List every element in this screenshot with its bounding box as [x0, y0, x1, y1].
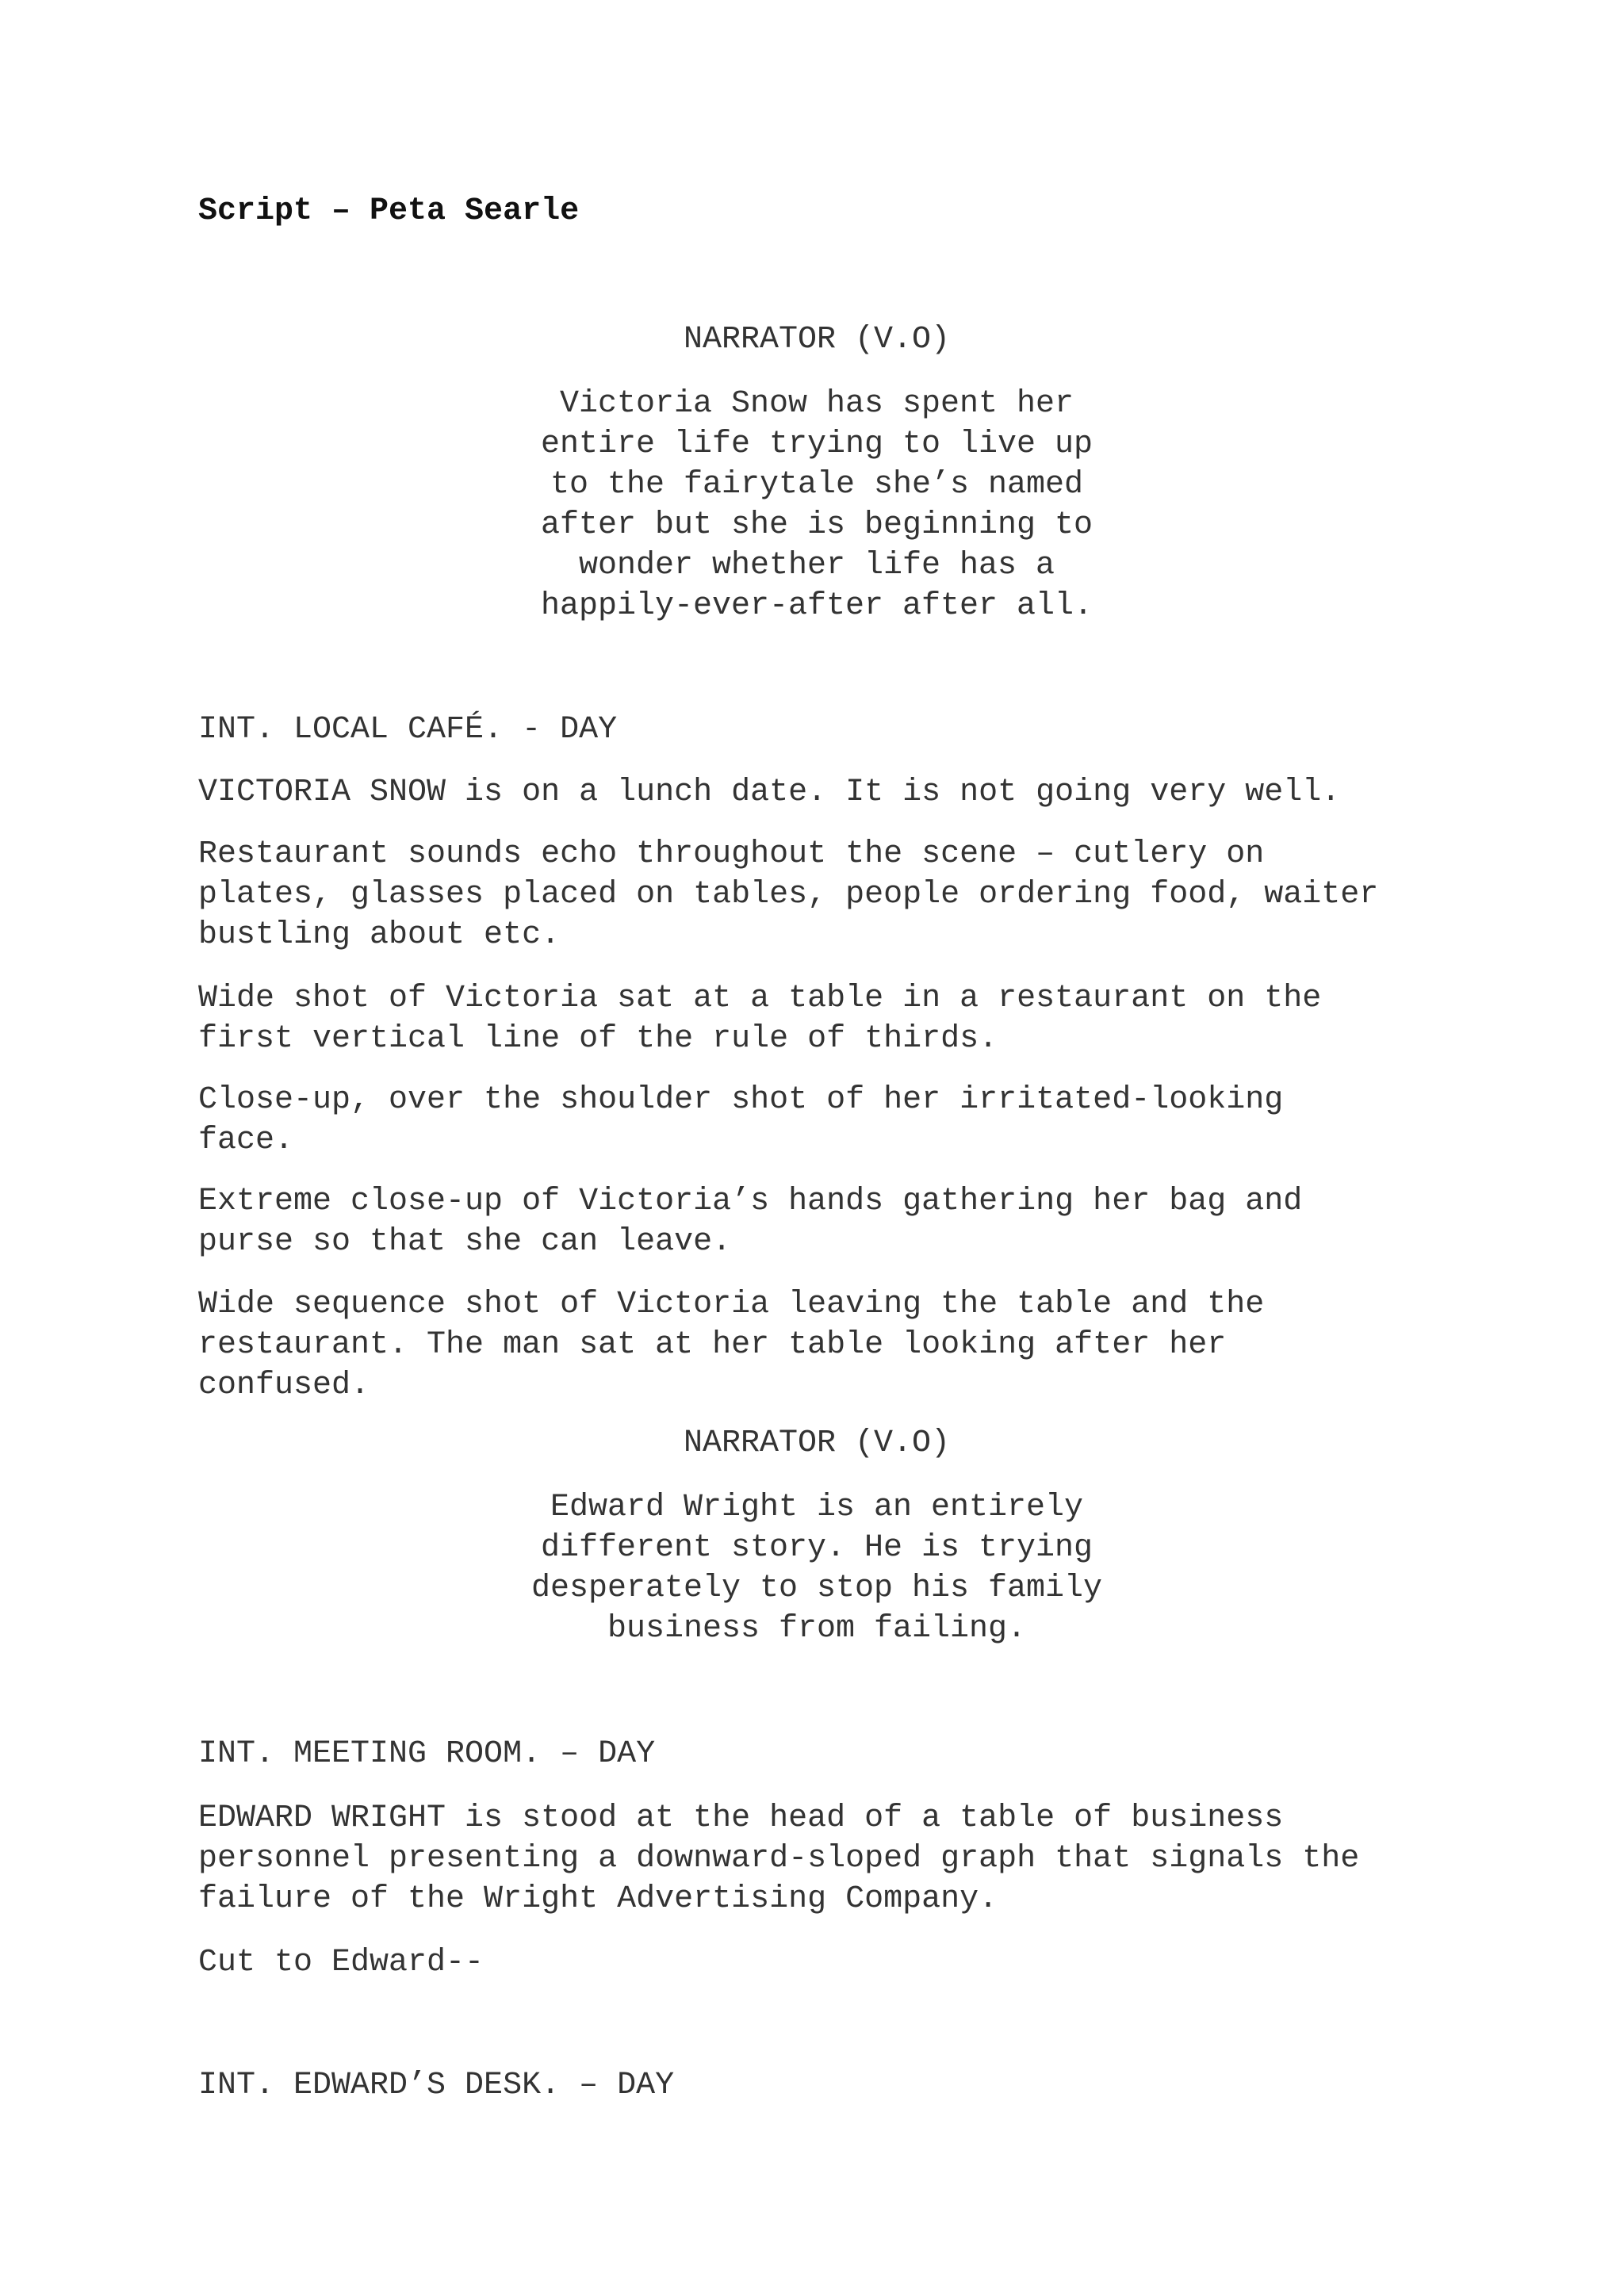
character-name-narrator: NARRATOR (V.O) [683, 322, 951, 358]
action-line: first vertical line of the rule of thirds. [198, 1021, 998, 1057]
action-line: plates, glasses placed on tables, people ordering food, waiter [198, 877, 1379, 913]
action-paragraph [198, 978, 1467, 1059]
action-line: Restaurant sounds echo throughout the scene – cutlery on [198, 836, 1265, 872]
action-line: Extreme close-up of Victoria’s hands gathering her bag and [198, 1184, 1303, 1219]
action-paragraph [198, 1942, 1467, 1983]
action-line: restaurant. The man sat at her table looking after her [198, 1327, 1227, 1363]
dialogue-line: Edward Wright is an entirely [550, 1490, 1084, 1525]
dialogue-line: desperately to stop his family [530, 1571, 1103, 1606]
dialogue-line: wonder whether life has a [578, 548, 1055, 584]
action-paragraph [198, 1080, 1467, 1161]
dialogue-line: after but she is beginning to [540, 507, 1094, 543]
action-line: face. [198, 1123, 294, 1158]
scene-heading-meeting-room: INT. MEETING ROOM. – DAY [198, 1736, 656, 1772]
dialogue-line: happily-ever-after after all. [540, 588, 1094, 624]
action-line: personnel presenting a downward-sloped graph that signals the [198, 1841, 1360, 1877]
action-line: confused. [198, 1368, 370, 1403]
dialogue-line: to the fairytale she’s named [550, 467, 1084, 503]
scene-heading-cafe: INT. LOCAL CAFÉ. - DAY [198, 712, 618, 748]
action-line: Close-up, over the shoulder shot of her irritated-looking [198, 1082, 1284, 1118]
action-line: failure of the Wright Advertising Company. [198, 1881, 998, 1917]
action-line: Wide sequence shot of Victoria leaving the table and the [198, 1287, 1265, 1322]
action-paragraph [198, 1798, 1467, 1919]
character-name-narrator: NARRATOR (V.O) [683, 1425, 951, 1461]
action-line: purse so that she can leave. [198, 1224, 732, 1260]
action-line: Wide shot of Victoria sat at a table in a restaurant on the [198, 981, 1322, 1016]
action-paragraph [198, 1181, 1467, 1262]
document-title: Script – Peta Searle [198, 193, 580, 229]
action-paragraph [198, 834, 1467, 955]
dialogue-line: business from failing. [607, 1611, 1027, 1647]
dialogue-line: Victoria Snow has spent her [559, 386, 1074, 422]
scene-heading-edwards-desk: INT. EDWARD’S DESK. – DAY [198, 2068, 675, 2103]
action-line: VICTORIA SNOW is on a lunch date. It is not going very well. [198, 775, 1341, 810]
narrator-dialogue-2 [492, 1487, 1142, 1649]
action-line: Cut to Edward-- [198, 1945, 485, 1980]
dialogue-line: different story. He is trying [540, 1530, 1094, 1566]
narrator-dialogue-1 [492, 384, 1142, 626]
action-line: EDWARD WRIGHT is stood at the head of a table of business [198, 1800, 1284, 1836]
action-paragraph [198, 1284, 1467, 1406]
dialogue-line: entire life trying to live up [540, 427, 1094, 462]
action-line: bustling about etc. [198, 917, 561, 953]
action-paragraph [198, 772, 1467, 813]
